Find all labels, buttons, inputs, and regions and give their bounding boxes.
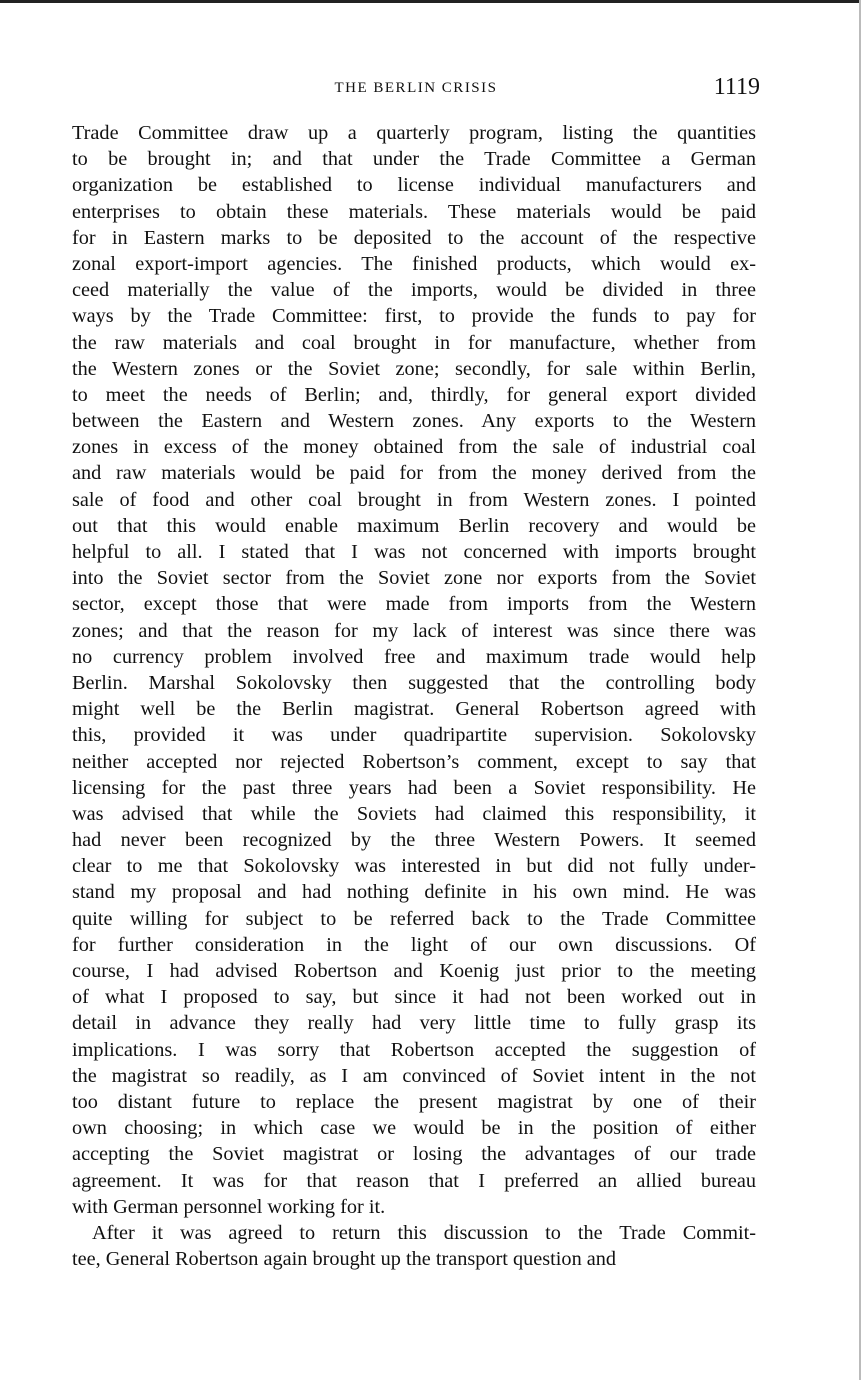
text-line: organization be established to license individual manufacturers and — [72, 174, 756, 197]
page-number: 1119 — [713, 74, 760, 100]
text-line: the raw materials and coal brought in for manufacture, whether from — [72, 331, 756, 354]
text-line: had never been recognized by the three Western Powers. It seemed — [72, 829, 756, 852]
text-line: Trade Committee draw up a quarterly program, listing the quantities — [72, 122, 756, 144]
text-line: zones in excess of the money obtained from the sale of industrial coal — [72, 436, 756, 459]
text-line: no currency problem involved free and maximum trade would help — [72, 645, 756, 668]
text-line: neither accepted nor rejected Robertson’s comment, except to say that — [72, 750, 756, 773]
text-line: helpful to all. I stated that I was not concerned with imports brought — [72, 541, 756, 563]
text-line: and raw materials would be paid for from the money derived from the — [72, 462, 756, 485]
text-line: quite willing for subject to be referred back to the Trade Committee — [72, 907, 756, 930]
text-line: to be brought in; and that under the Trade Committee a German — [72, 148, 756, 171]
text-line: might well be the Berlin magistrat. General Robertson agreed with — [72, 698, 756, 721]
text-line: into the Soviet sector from the Soviet zone nor exports from the Soviet — [72, 567, 756, 590]
text-line: enterprises to obtain these materials. These materials would be paid — [72, 200, 756, 223]
text-line: licensing for the past three years had been a Soviet responsibility. He — [72, 776, 756, 799]
running-head: THE BERLIN CRISIS — [334, 80, 498, 96]
text-line: zones; and that the reason for my lack of interest was since there was — [72, 619, 756, 642]
text-line: implications. I was sorry that Robertson accepted the suggestion of — [72, 1038, 756, 1061]
text-line: own choosing; in which case we would be in the position of either — [72, 1117, 756, 1140]
text-line: was advised that while the Soviets had claimed this responsibility, it — [72, 802, 756, 825]
text-line: the Western zones or the Soviet zone; secondly, for sale within Berlin, — [72, 357, 756, 380]
text-line: Berlin. Marshal Sokolovsky then suggested that the controlling body — [72, 671, 756, 694]
paragraph-1 — [72, 120, 756, 1220]
text-line: stand my proposal and had nothing definite in his own mind. He was — [72, 881, 756, 904]
text-line: the magistrat so readily, as I am convinced of Soviet intent in the not — [72, 1064, 756, 1087]
text-line: for in Eastern marks to be deposited to the account of the respective — [72, 226, 756, 249]
text-line: After it was agreed to return this discussion to the Trade Commit- — [92, 1221, 756, 1244]
text-line: of what I proposed to say, but since it had not been worked out in — [72, 986, 756, 1009]
text-line: sector, except those that were made from imports from the Western — [72, 593, 756, 616]
text-line: to meet the needs of Berlin; and, thirdly, for general export divided — [72, 383, 756, 406]
text-line: zonal export-import agencies. The finished products, which would ex- — [72, 252, 756, 275]
body-text — [72, 120, 756, 1272]
text-line: clear to me that Sokolovsky was interested in but did not fully under- — [72, 855, 756, 878]
page-top-edge — [0, 0, 861, 3]
text-line: too distant future to replace the present magistrat by one of their — [72, 1090, 756, 1113]
text-line: course, I had advised Robertson and Koenig just prior to the meeting — [72, 960, 756, 982]
paragraph-2 — [72, 1220, 756, 1272]
text-line: out that this would enable maximum Berlin recovery and would be — [72, 514, 756, 537]
text-line: ceed materially the value of the imports, would be divided in three — [72, 279, 756, 302]
text-line: detail in advance they really had very little time to fully grasp its — [72, 1012, 756, 1035]
text-line: this, provided it was under quadripartite supervision. Sokolovsky — [72, 724, 756, 747]
text-line: with German personnel working for it. — [72, 1195, 386, 1218]
page-header — [72, 74, 760, 108]
text-line: agreement. It was for that reason that I preferred an allied bureau — [72, 1169, 756, 1192]
text-line: ways by the Trade Committee: first, to provide the funds to pay for — [72, 305, 756, 328]
text-line: sale of food and other coal brought in from Western zones. I pointed — [72, 488, 756, 511]
text-line: between the Eastern and Western zones. Any exports to the Western — [72, 410, 756, 433]
text-line: accepting the Soviet magistrat or losing the advantages of our trade — [72, 1143, 756, 1166]
text-line: for further consideration in the light of our own discussions. Of — [72, 933, 756, 956]
text-line: tee, General Robertson again brought up the transport question and — [72, 1248, 617, 1271]
